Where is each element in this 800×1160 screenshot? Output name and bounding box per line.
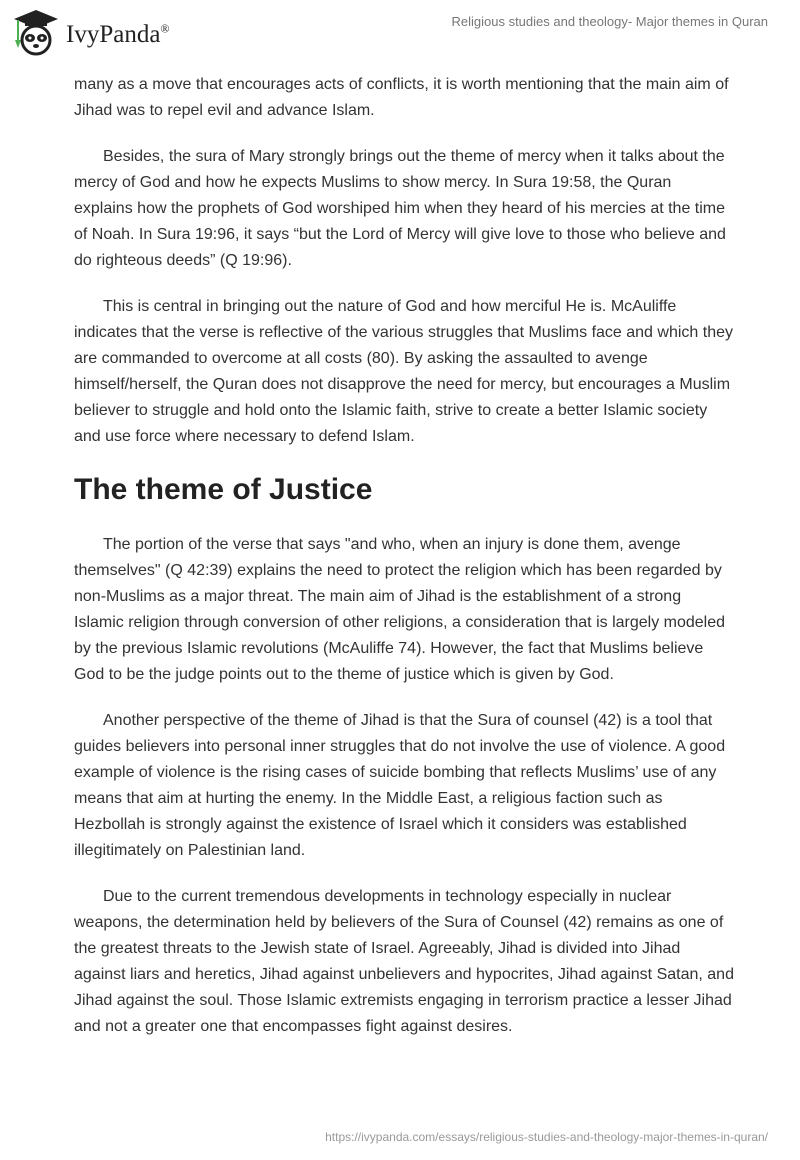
section-heading: The theme of Justice (74, 473, 373, 506)
paragraph: Besides, the sura of Mary strongly brings out the theme of mercy when it talks about the mercy of God and how he expects Muslims to show mercy. In Sura 19:58, the Quran explains how the prophets of God worshiped him when they heard of his mercies at the time of Noah. In Sura 19:96, it says “but the Lord of Mercy will give love to those who believe and do righteous deeds” (Q 19:96). (74, 148, 726, 269)
paragraph: The portion of the verse that says "and who, when an injury is done them, avenge themselves" (Q 42:39) explains the need to protect the religion which has been regarded by non-Muslims as a major threat. The main aim of Jihad is the establishment of a strong Islamic religion through conversion of other religions, a consideration that is largely modeled by the previous Islamic revolutions (McAuliffe 74). However, the fact that Muslims believe God to be the judge points out to the theme of justice which is given by God. (74, 536, 726, 683)
essay-content (74, 72, 734, 1060)
logo-text: IvyPanda® (66, 21, 170, 48)
panda-logo-icon (12, 8, 60, 56)
paragraph: Due to the current tremendous developments in technology especially in nuclear weapons, the determination held by believers of the Sura of Counsel (42) remains as one of the greatest threats to the Jewish state of Israel. Agreeably, Jihad is divided into Jihad against liars and heretics, Jihad against unbelievers and hypocrites, Jihad against Satan, and Jihad against the soul. Those Islamic extremists engaging in terrorism practice a lesser Jihad and not a greater one that encompasses fight against desires. (74, 888, 734, 1035)
document-title: Religious studies and theology- Major themes in Quran (451, 14, 768, 29)
paragraph: many as a move that encourages acts of conflicts, it is worth mentioning that the main aim of Jihad was to repel evil and advance Islam. (74, 76, 729, 119)
ivypanda-logo[interactable] (12, 8, 170, 56)
footer-url[interactable]: https://ivypanda.com/essays/religious-studies-and-theology-major-themes-in-quran/ (325, 1130, 768, 1144)
paragraph: This is central in bringing out the nature of God and how merciful He is. McAuliffe indicates that the verse is reflective of the various struggles that Muslims face and which they are commanded to overcome at all costs (80). By asking the assaulted to avenge himself/herself, the Quran does not disapprove the need for mercy, but encourages a Muslim believer to struggle and hold onto the Islamic faith, strive to create a better Islamic society and use force where necessary to defend Islam. (74, 298, 733, 445)
paragraph: Another perspective of the theme of Jihad is that the Sura of counsel (42) is a tool that guides believers into personal inner struggles that do not involve the use of violence. A good example of violence is the rising cases of suicide bombing that reflects Muslims’ use of any means that aim at hurting the enemy. In the Middle East, a religious faction such as Hezbollah is strongly against the existence of Israel which it considers was established illegitimately on Palestinian land. (74, 712, 726, 859)
